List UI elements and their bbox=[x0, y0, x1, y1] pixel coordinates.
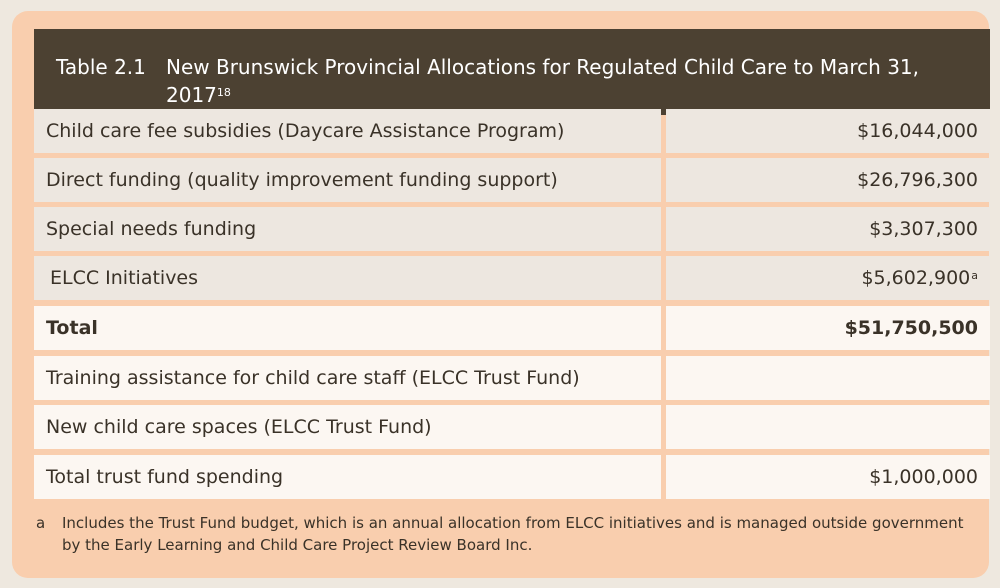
table-panel bbox=[12, 11, 989, 578]
footnote-text: Includes the Trust Fund budget, which is an annual allocation from ELCC initiatives and is managed outside government by the Early Learning and Child Care Project Review Board Inc. bbox=[62, 514, 964, 554]
table-row bbox=[34, 158, 990, 202]
row-value: $3,307,300 bbox=[666, 207, 990, 251]
footnote-mark: a bbox=[36, 514, 46, 532]
row-value-text: $5,602,900 bbox=[861, 267, 971, 289]
table-row bbox=[34, 256, 990, 300]
row-value bbox=[666, 405, 990, 449]
row-label: New child care spaces (ELCC Trust Fund) bbox=[34, 405, 661, 449]
row-label: Special needs funding bbox=[34, 207, 661, 251]
row-label: Direct funding (quality improvement funding support) bbox=[34, 158, 661, 202]
table-row bbox=[34, 356, 990, 400]
footnote-ref: a bbox=[971, 269, 978, 282]
table-row bbox=[34, 207, 990, 251]
row-value: $1,000,000 bbox=[666, 455, 990, 499]
table-row bbox=[34, 455, 990, 499]
row-label: Total trust fund spending bbox=[34, 455, 661, 499]
title-footnote-ref: 18 bbox=[216, 86, 231, 99]
row-label: Child care fee subsidies (Daycare Assistance Program) bbox=[34, 109, 661, 153]
row-value bbox=[666, 356, 990, 400]
row-label bbox=[34, 256, 661, 300]
table-title-bar bbox=[34, 29, 990, 115]
row-value: $51,750,500 bbox=[666, 306, 990, 350]
table-row-total bbox=[34, 306, 990, 350]
row-label: Total bbox=[34, 306, 661, 350]
row-value: $16,044,000 bbox=[666, 109, 990, 153]
table-title-text: New Brunswick Provincial Allocations for Regulated Child Care to March 31, 2017 bbox=[166, 55, 920, 107]
table-row bbox=[34, 405, 990, 449]
row-label-text: ELCC Initiatives bbox=[50, 267, 199, 289]
row-label: Training assistance for child care staff (ELCC Trust Fund) bbox=[34, 356, 661, 400]
table-number: Table 2.1 bbox=[56, 55, 146, 79]
table-title bbox=[166, 53, 956, 109]
table-row bbox=[34, 109, 990, 153]
row-value: $26,796,300 bbox=[666, 158, 990, 202]
row-value bbox=[666, 256, 990, 300]
